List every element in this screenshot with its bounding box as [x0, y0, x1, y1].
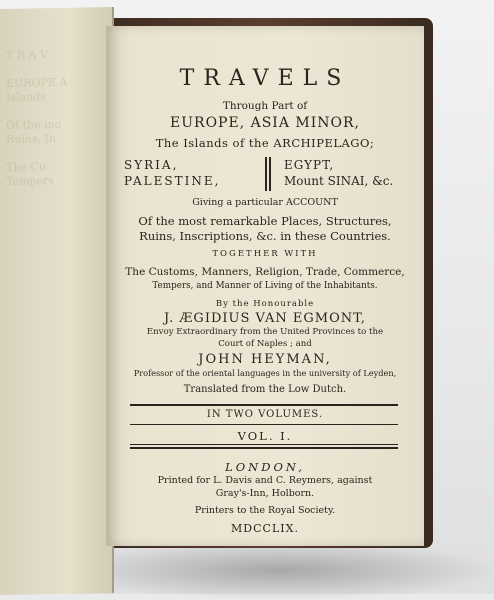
author-1: J. ÆGIDIUS VAN EGMONT,	[163, 311, 367, 326]
page-title: TRAVELS	[179, 66, 351, 91]
left-col-2: PALESTINE,	[124, 174, 221, 188]
title-page	[106, 26, 424, 546]
envoy-line-1: Envoy Extraordinary from the United Provinces to the	[146, 327, 384, 337]
volumes-line: IN TWO VOLUMES.	[206, 409, 324, 420]
left-col-1: SYRIA,	[124, 158, 179, 172]
professor-line: Professor of the oriental languages in the university of Leyden,	[133, 368, 397, 378]
customs-line-1: The Customs, Manners, Religion, Trade, Commerce,	[125, 266, 405, 278]
rule-top	[130, 404, 398, 406]
remarkable-line-1: Of the most remarkable Places, Structures,	[138, 214, 392, 228]
author-2: JOHN HEYMAN,	[198, 352, 332, 367]
islands-line: The Islands of the ARCHIPELAGO;	[155, 136, 375, 150]
europe-line: EUROPE, ASIA MINOR,	[170, 115, 360, 131]
year-line: MDCCLIX.	[231, 522, 299, 535]
rule-mid-2	[130, 444, 398, 445]
printed-line-2: Gray's-Inn, Holborn.	[215, 488, 315, 499]
left-page	[0, 7, 114, 595]
double-bar-divider	[265, 157, 271, 191]
translated-line: Translated from the Low Dutch.	[183, 384, 347, 395]
printed-line-1: Printed for L. Davis and C. Reymers, against	[157, 475, 373, 486]
envoy-line-2: Court of Naples ; and	[218, 339, 312, 349]
customs-line-2: Tempers, and Manner of Living of the Inhabitants.	[152, 281, 378, 291]
together-line: TOGETHER WITH	[212, 249, 318, 259]
london-line: LONDON,	[225, 460, 305, 474]
rule-mid-1	[130, 424, 398, 425]
right-col-1: EGYPT,	[284, 158, 335, 172]
bleed-through-text: T R A V EUROPE A Islands Of the mo Ruins, In The Cu Tempers	[6, 48, 68, 188]
rule-bottom	[130, 447, 398, 449]
vol-line: VOL. I.	[237, 429, 293, 443]
right-col-2: Mount SINAI, &c.	[284, 174, 394, 188]
through-line: Through Part of	[222, 100, 308, 112]
remarkable-line-2: Ruins, Inscriptions, &c. in these Countries.	[139, 229, 391, 243]
by-line: By the Honourable	[215, 299, 315, 309]
giving-line: Giving a particular ACCOUNT	[192, 197, 338, 208]
printers-line: Printers to the Royal Society.	[194, 505, 336, 516]
book-shadow	[60, 540, 494, 600]
